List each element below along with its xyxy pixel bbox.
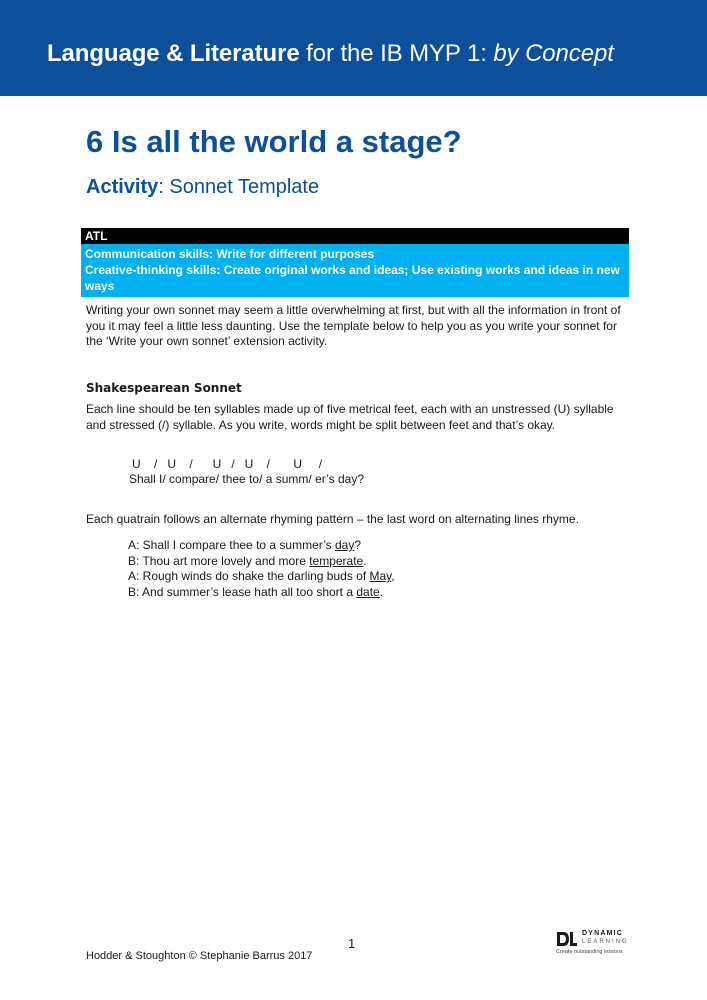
- atl-row-creative-thinking: [85, 262, 625, 294]
- quatrain-line-end: .: [363, 553, 367, 568]
- quatrain-line-text: B: And summer’s lease hath all too short a: [128, 584, 357, 599]
- atl-skill-desc: Write for different purposes: [213, 247, 375, 261]
- quatrain-line-text: A: Shall I compare thee to a summer’s: [128, 538, 335, 552]
- atl-heading: ATL: [81, 228, 629, 244]
- chapter-title: 6 Is all the world a stage?: [86, 124, 462, 159]
- rhyme-word: day: [334, 538, 355, 552]
- quatrain-line-end: ?: [354, 538, 362, 552]
- quatrain-example: [128, 538, 395, 600]
- book-title-italic: by Concept: [493, 40, 614, 67]
- quatrain-line: [128, 569, 395, 585]
- example-line: Shall I/ compare/ thee to/ a summ/ er’s day?: [129, 472, 365, 486]
- quatrain-line-text: B: Thou art more lovely and more: [128, 553, 310, 568]
- section-heading-shakespearean: Shakespearean Sonnet: [86, 381, 242, 395]
- quatrain-line: [128, 538, 395, 554]
- logo-word-dynamic: DYNAMIC: [582, 930, 624, 937]
- atl-row-communication: [85, 246, 625, 262]
- activity-separator: :: [158, 176, 170, 198]
- syllable-description: Each line should be ten syllables made up of five metrical feet, each with an unstressed (U) syllable and stressed (/) syllable. As you write, words might be split between feet and that’s okay.: [86, 402, 614, 432]
- footer-credit: Hodder & Stoughton © Stephanie Barrus 2017: [86, 950, 313, 962]
- dl-logo-icon: [556, 930, 578, 948]
- book-title-regular: for the IB MYP 1:: [299, 40, 494, 67]
- quatrain-line-end: .: [379, 584, 384, 599]
- atl-skill-desc: Create original works and ideas; Use existing works and ideas in new ways: [85, 263, 620, 293]
- intro-paragraph: Writing your own sonnet may seem a little overwhelming at first, but with all the information in front of you it may feel a little less daunting. Use the template below to help you as you write your sonnet for the ‘Write your own sonnet’ extension activity.: [86, 303, 621, 348]
- quatrain-description: Each quatrain follows an alternate rhyming pattern – the last word on alternating lines rhyme.: [86, 512, 579, 526]
- atl-skills: [81, 244, 629, 297]
- quatrain-line: [128, 585, 395, 601]
- quatrain-line-text: A: Rough winds do shake the darling buds of: [128, 569, 370, 583]
- book-title: [47, 40, 614, 68]
- atl-box: [81, 228, 629, 297]
- book-title-bold: Language & Literature: [47, 40, 300, 67]
- rhyme-word: date: [356, 584, 380, 599]
- header-band: [0, 0, 707, 96]
- quatrain-line: [128, 554, 395, 570]
- logo-tagline: Create outstanding lessons: [556, 949, 623, 955]
- activity-name: Sonnet Template: [169, 176, 320, 198]
- activity-title: [86, 176, 319, 199]
- logo-word-learning: LEARNING: [582, 939, 629, 945]
- rhyme-word: May: [369, 569, 392, 583]
- atl-skill-name: Creative-thinking skills:: [85, 263, 221, 277]
- rhyme-word: temperate: [309, 553, 364, 568]
- page-number: 1: [348, 936, 356, 951]
- activity-label: Activity: [86, 176, 159, 198]
- atl-skill-name: Communication skills:: [85, 247, 214, 261]
- stress-pattern: U / U / U / U / U /: [132, 457, 323, 471]
- quatrain-line-end: ,: [391, 569, 395, 583]
- dynamic-learning-logo: [556, 930, 636, 958]
